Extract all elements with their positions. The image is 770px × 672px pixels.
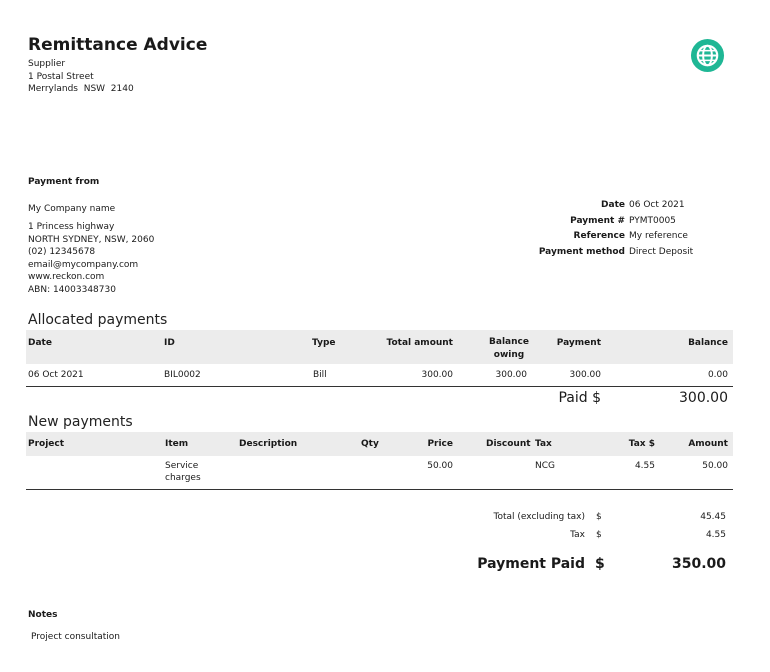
supplier-block (28, 58, 134, 96)
tax-label: Tax (570, 530, 585, 540)
row-item-line2: charges (165, 473, 201, 483)
row-item-line1: Service (165, 461, 199, 471)
col-balance-owing-line1: Balance (489, 337, 529, 347)
col-price: Price (427, 439, 453, 449)
allocated-divider (26, 386, 733, 387)
payment-paid-label: Payment Paid (477, 556, 585, 572)
col-item: Item (165, 439, 189, 449)
payment-paid-currency: $ (595, 556, 605, 572)
col-project: Project (28, 439, 65, 449)
tax-value: 4.55 (705, 530, 726, 540)
payer-abn: ABN: 14003348730 (28, 284, 116, 295)
col-total-amount: Total amount (386, 338, 453, 348)
detail-label: Date (601, 200, 625, 210)
paid-label: Paid $ (558, 390, 601, 406)
col-balance-owing (480, 336, 538, 362)
detail-value: 06 Oct 2021 (629, 200, 685, 210)
supplier-address-line1: 1 Postal Street (28, 71, 94, 82)
detail-value: PYMT0005 (629, 215, 676, 226)
col-date: Date (28, 338, 52, 348)
subtotal-label: Total (excluding tax) (493, 512, 585, 522)
detail-value: Direct Deposit (629, 246, 694, 257)
payer-website: www.reckon.com (28, 272, 105, 282)
subtotal-currency: $ (596, 512, 602, 522)
detail-row-payment-number (500, 215, 700, 231)
detail-value: My reference (629, 231, 688, 241)
row-balance: 0.00 (707, 370, 728, 380)
notes-text: Project consultation (31, 632, 120, 642)
row-payment: 300.00 (569, 370, 601, 380)
col-discount: Discount (486, 439, 531, 449)
detail-row-reference (500, 230, 700, 246)
col-id: ID (164, 338, 175, 348)
row-tax-dollar: 4.55 (634, 461, 655, 471)
payment-details (500, 199, 700, 261)
detail-row-payment-method (500, 246, 700, 262)
row-type: Bill (313, 370, 327, 380)
col-balance-owing-line2: owing (493, 350, 525, 360)
col-tax: Tax (535, 439, 552, 449)
tax-currency: $ (596, 530, 602, 540)
subtotal-value: 45.45 (700, 512, 726, 522)
payment-from-company: My Company name (28, 204, 116, 214)
row-amount: 50.00 (702, 461, 728, 471)
payment-from-address (28, 221, 154, 296)
supplier-address-line2: Merrylands NSW 2140 (28, 84, 134, 94)
allocated-payments-title: Allocated payments (28, 312, 168, 328)
detail-label: Reference (573, 231, 625, 241)
detail-label: Payment # (570, 215, 625, 226)
notes-heading: Notes (28, 610, 58, 620)
payment-from-heading: Payment from (28, 177, 100, 187)
detail-row-date (500, 199, 700, 215)
col-tax-dollar: Tax $ (628, 439, 655, 449)
supplier-label: Supplier (28, 59, 66, 69)
payer-address-line2: NORTH SYDNEY, NSW, 2060 (28, 234, 155, 245)
paid-value: 300.00 (679, 390, 728, 406)
document-title: Remittance Advice (28, 35, 208, 55)
row-tax: NCG (535, 461, 555, 471)
col-description: Description (239, 439, 298, 449)
detail-label: Payment method (538, 246, 625, 257)
new-payments-divider (26, 489, 733, 490)
new-payments-title: New payments (28, 414, 133, 430)
payment-paid-value: 350.00 (671, 556, 726, 572)
col-qty: Qty (361, 439, 379, 449)
col-balance: Balance (688, 338, 728, 348)
row-id: BIL0002 (164, 370, 201, 380)
row-balance-owing: 300.00 (495, 370, 527, 380)
col-payment: Payment (556, 338, 601, 348)
row-total-amount: 300.00 (421, 370, 453, 380)
col-amount: Amount (688, 439, 728, 449)
payer-address-line1: 1 Princess highway (28, 222, 115, 232)
globe-icon (690, 38, 725, 73)
payer-phone: (02) 12345678 (28, 247, 96, 257)
row-price: 50.00 (427, 461, 453, 471)
row-date: 06 Oct 2021 (28, 370, 84, 380)
col-type: Type (312, 338, 336, 348)
row-item (165, 460, 201, 484)
payer-email: email@mycompany.com (28, 259, 139, 270)
